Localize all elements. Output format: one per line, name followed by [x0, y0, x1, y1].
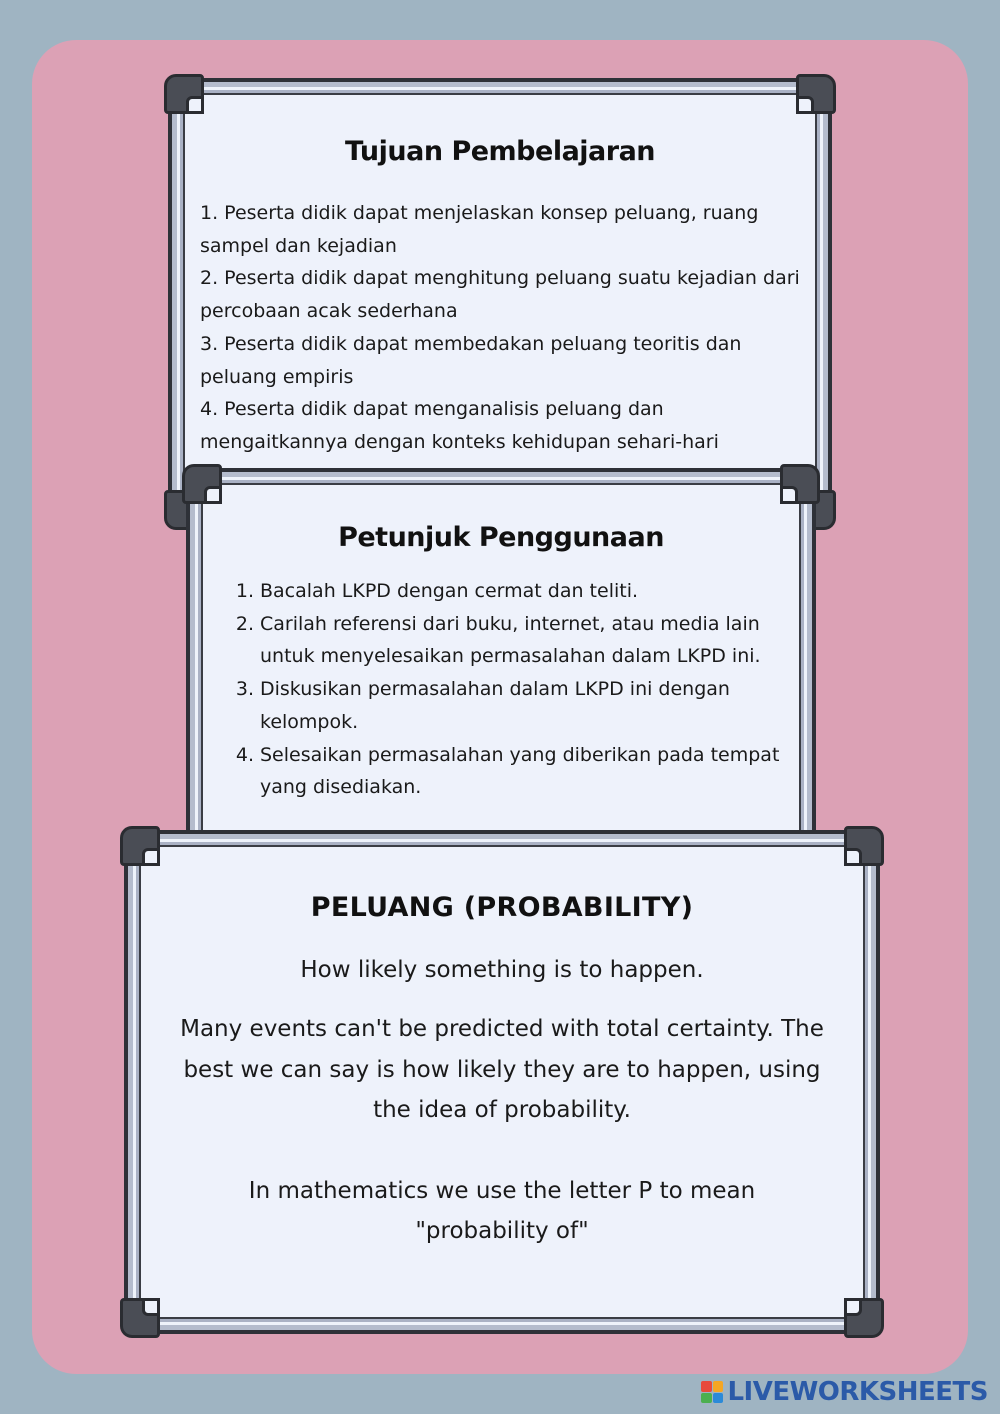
objectives-list	[200, 197, 800, 459]
instruction-number: 3.	[235, 678, 254, 701]
objective-item: 1. Peserta didik dapat menjelaskan konsep peluang, ruang sampel dan kejadian	[200, 202, 759, 257]
probability-paragraph: Many events can't be predicted with total certainty. The best we can say is how likely they are to happen, using the idea of probability.	[180, 1016, 824, 1123]
instruction-text: Selesaikan permasalahan yang diberikan pada tempat yang disediakan.	[260, 743, 780, 799]
instructions-list	[224, 575, 794, 804]
instruction-number: 4.	[235, 743, 254, 766]
objectives-title: Tujuan Pembelajaran	[344, 136, 656, 167]
objective-item: 2. Peserta didik dapat menghitung peluang suatu kejadian dari percobaan acak sederhana	[200, 267, 800, 323]
objective-item: 3. Peserta didik dapat membedakan peluang teoritis dan peluang empiris	[200, 332, 742, 388]
instruction-text: Carilah referensi dari buku, internet, atau media lain untuk menyelesaikan permasalahan dalam LKPD ini.	[260, 612, 761, 668]
instruction-number: 1.	[235, 580, 254, 602]
probability-definition: In mathematics we use the letter P to mean "probability of"	[248, 1177, 756, 1244]
objectives-board	[168, 78, 832, 526]
instruction-number: 2.	[235, 612, 254, 635]
instructions-title: Petunjuk Penggunaan	[338, 522, 664, 553]
instruction-text: Bacalah LKPD dengan cermat dan teliti.	[260, 580, 639, 602]
liveworksheets-logo-icon	[701, 1381, 723, 1403]
instructions-board	[186, 468, 816, 856]
probability-subtitle: How likely something is to happen.	[300, 957, 704, 983]
instruction-text: Diskusikan permasalahan dalam LKPD ini dengan kelompok.	[260, 678, 730, 733]
watermark-text: LIVEWORKSHEETS	[727, 1377, 988, 1407]
liveworksheets-watermark[interactable]	[701, 1378, 988, 1406]
instruction-item	[224, 739, 794, 804]
probability-board	[124, 830, 880, 1334]
probability-title: PELUANG (PROBABILITY)	[310, 892, 694, 923]
instruction-item	[224, 575, 794, 608]
instruction-item	[224, 673, 794, 738]
instruction-item	[224, 608, 794, 673]
objective-item: 4. Peserta didik dapat menganalisis peluang dan mengaitkannya dengan konteks kehidupan sehari-hari	[200, 398, 719, 453]
